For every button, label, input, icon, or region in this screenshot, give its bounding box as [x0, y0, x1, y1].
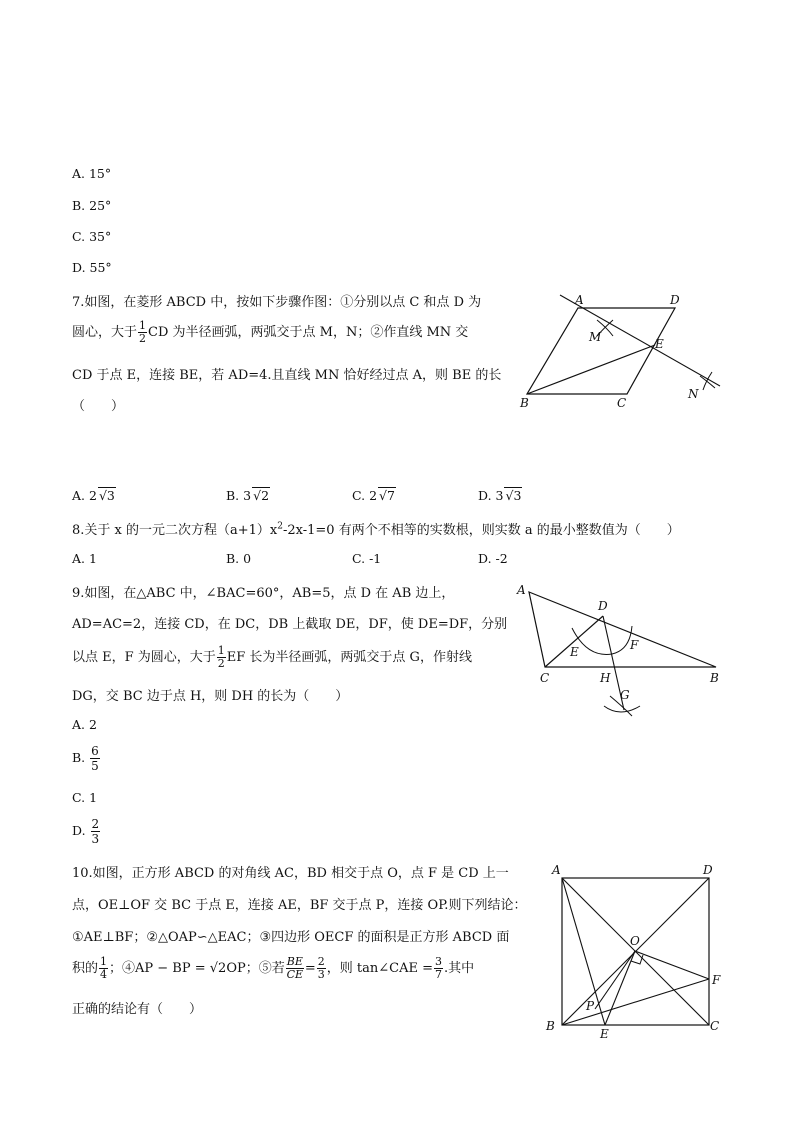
q7-stem-line2 [72, 320, 468, 345]
label-h: H [600, 671, 611, 685]
q10-square-figure [540, 858, 725, 1043]
label-c: C [617, 396, 627, 410]
q7-frac-num: 1 [139, 319, 147, 332]
q7-frac-den: 2 [139, 332, 147, 345]
q9-stem-line2: AD=AC=2，连接 CD，在 DC，DB 上截取 DE，DF，使 DE=DF，分别 [72, 617, 508, 632]
q8-option-b: B. 0 [226, 551, 252, 566]
q9-fraction: $\frac{1}{2}$ [217, 644, 225, 670]
q9-option-b: B. $\frac{6}{5}$ [72, 744, 99, 773]
label-d: D [703, 863, 713, 877]
q7-stem-text: 圆心，大于 [72, 325, 138, 340]
q10-stem-line3: ①AE⊥BF；②△OAP∽△EAC；③四边形 OECF 的面积是正方形 ABCD 面 [72, 930, 510, 945]
q10-fraction-4: $\frac{3}{7}$ [435, 955, 442, 981]
label-b: B [710, 671, 719, 685]
sqrt-symbol: √ [379, 488, 387, 503]
q7-option-a: A. 2 √3 [72, 488, 115, 503]
q9-option-d: D. $\frac{2}{3}$ [72, 817, 100, 846]
q9-stem-line1: 9.如图，在△ABC 中，∠BAC=60°，AB=5，点 D 在 AB 边上， [72, 586, 455, 601]
label-d: D [598, 599, 608, 613]
label-c: C [540, 671, 550, 685]
q8-option-a: A. 1 [72, 551, 97, 566]
q9-stem-line3 [72, 645, 472, 670]
label-a: A [552, 863, 561, 877]
q8-text-a: 8.关于 x 的一元二次方程（a+1）x [72, 523, 278, 538]
q10-stem-line4: 积的 $\frac{1}{4}$ ；④AP − BP = √2OP；⑤若 $\frac{BE}{CE}$ = $\frac{2}{3}$ ，则 tan∠CAE = $\frac{3}{7}$ .其中 [72, 955, 475, 981]
q9-text-b: EF 长为半径画弧，两弧交于点 G，作射线 [226, 650, 472, 665]
sqrt-symbol: √ [253, 488, 262, 503]
label-o: O [630, 934, 640, 948]
segment-be [527, 345, 655, 394]
q10-fraction-3: $\frac{2}{3}$ [317, 955, 325, 981]
rhombus-abcd [527, 308, 675, 394]
label-d: D [670, 293, 680, 307]
label-a: A [517, 583, 526, 597]
q8-stem [72, 519, 680, 538]
q9-triangle-figure [512, 578, 727, 720]
q7-rhombus-figure [515, 288, 730, 410]
label-e: E [655, 337, 664, 351]
q7-stem-line1: 7.如图，在菱形 ABCD 中，按如下步骤作图：①分别以点 C 和点 D 为 [72, 295, 482, 310]
label-b: B [546, 1019, 555, 1033]
q7-option-b: B. 3 √2 [226, 488, 270, 503]
q9-option-a: A. 2 [72, 717, 97, 732]
q8-text-b: -2x-1=0 有两个不相等的实数根，则实数 a 的最小整数值为（ ） [282, 523, 680, 538]
label-f: F [630, 638, 639, 652]
label-a: A [575, 293, 584, 307]
q7-stem-text-b: CD 为半径画弧，两弧交于点 M，N；②作直线 MN 交 [148, 325, 469, 340]
q10-fraction-1: $\frac{1}{4}$ [100, 955, 108, 981]
label-e: E [570, 645, 579, 659]
q6-option-d: D. 55° [72, 260, 112, 275]
q8-option-c: C. -1 [352, 551, 382, 566]
q7-fraction [138, 320, 147, 345]
q6-option-c: C. 35° [72, 229, 112, 244]
q8-superscript: 2 [277, 521, 283, 532]
label-b: B [520, 396, 529, 410]
q7-stem-line4: （ ） [72, 399, 125, 414]
q7-stem-line3: CD 于点 E，连接 BE，若 AD=4.且直线 MN 恰好经过点 A，则 BE 的长 [72, 368, 502, 383]
label-e: E [600, 1027, 609, 1041]
q7-option-d: D. 3 √3 [478, 488, 522, 503]
q8-option-d: D. -2 [478, 551, 508, 566]
sqrt-symbol: √ [505, 488, 514, 503]
segment-bf [562, 979, 709, 1025]
label-n: N [688, 387, 699, 401]
q7-option-c: C. 2 √7 [352, 488, 395, 503]
label-p: P [586, 999, 595, 1013]
q9-option-c: C. 1 [72, 790, 98, 805]
sqrt-symbol: √ [98, 488, 107, 503]
segment-cd [545, 616, 603, 667]
label-c: C [710, 1019, 720, 1033]
q10-stem-line5: 正确的结论有（ ） [72, 1002, 203, 1017]
q6-option-b: B. 25° [72, 198, 112, 213]
label-f: F [712, 973, 721, 987]
q9-text-a: 以点 E，F 为圆心，大于 [72, 650, 216, 665]
label-g: G [620, 688, 630, 702]
segment-of [635, 951, 709, 979]
q9-stem-line4: DG，交 BC 边于点 H，则 DH 的长为（ ） [72, 689, 349, 704]
q10-stem-line2: 点，OE⊥OF 交 BC 于点 E，连接 AE，BF 交于点 P，连接 OP.则下列结论： [72, 898, 527, 913]
label-m: M [589, 330, 602, 344]
q10-fraction-2: $\frac{BE}{CE}$ [286, 955, 304, 981]
q10-stem-line1: 10.如图，正方形 ABCD 的对角线 AC，BD 相交于点 O，点 F 是 CD 上一 [72, 866, 509, 881]
q6-option-a: A. 15° [72, 166, 112, 181]
